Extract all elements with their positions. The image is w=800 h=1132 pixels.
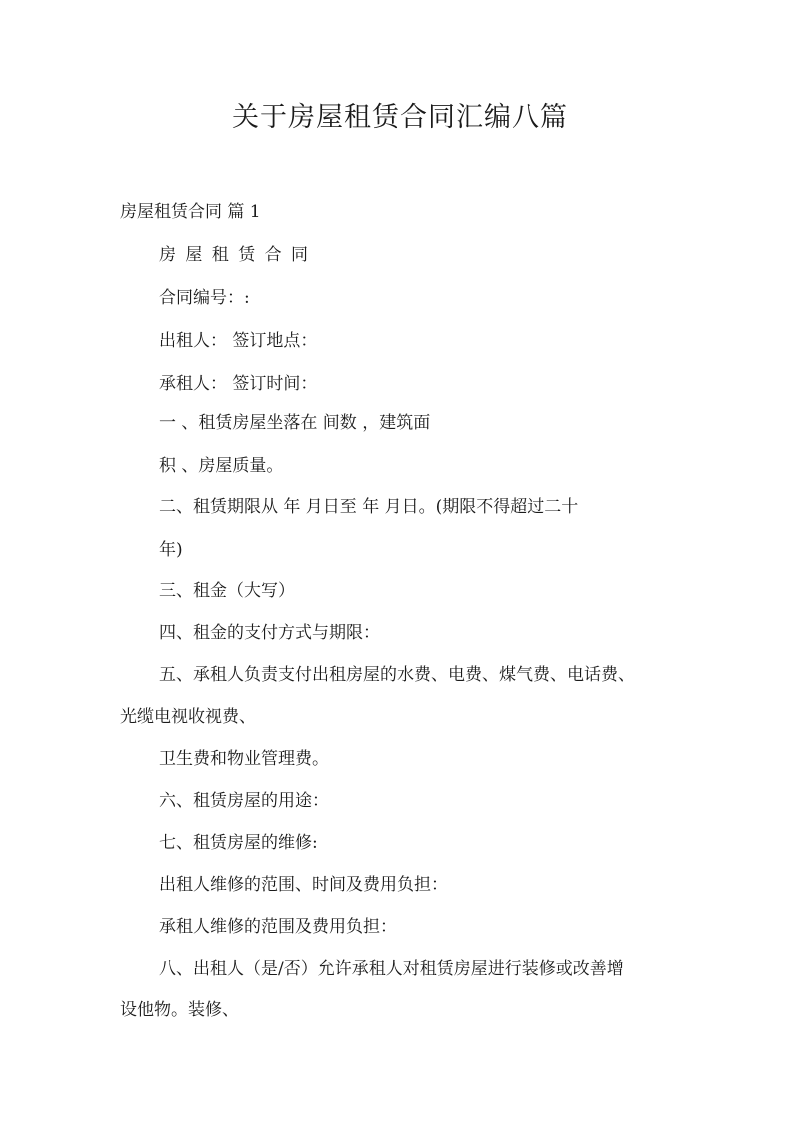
lessee-line: 承租人： 签订时间： [159,374,318,394]
clause-1-line-2: 积 、房屋质量。 [159,456,284,476]
clause-5-line-3: 卫生费和物业管理费。 [159,749,329,769]
clause-7: 七、租赁房屋的维修: [159,833,318,853]
clause-7-lessee: 承租人维修的范围及费用负担： [159,917,397,937]
clause-2-line-2: 年) [159,540,183,560]
section-heading: 房屋租赁合同 篇 1 [120,202,261,222]
contract-number: 合同编号：: [159,288,250,308]
clause-5-line-2: 光缆电视收视费、 [120,707,256,727]
clause-3: 三、租金（大写） [159,581,295,601]
contract-title: 房 屋 租 赁 合 同 [159,245,311,265]
clause-1-line-1: 一 、租赁房屋坐落在 间数 ，建筑面 [159,413,431,433]
clause-2-line-1: 二、租赁期限从 年 月日至 年 月日。(期限不得超过二十 [159,497,579,517]
clause-6: 六、租赁房屋的用途： [159,791,329,811]
lessor-line: 出租人： 签订地点： [159,331,318,351]
clause-8-line-1: 八、出租人（是/否）允许承租人对租赁房屋进行装修或改善增 [159,959,624,979]
clause-8-line-2: 设他物。装修、 [120,1000,239,1020]
document-title: 关于房屋租赁合同汇编八篇 [232,102,568,133]
clause-5-line-1: 五、承租人负责支付出租房屋的水费、电费、煤气费、电话费、 [159,665,635,685]
clause-4: 四、租金的支付方式与期限： [159,623,380,643]
clause-7-lessor: 出租人维修的范围、时间及费用负担： [159,875,448,895]
